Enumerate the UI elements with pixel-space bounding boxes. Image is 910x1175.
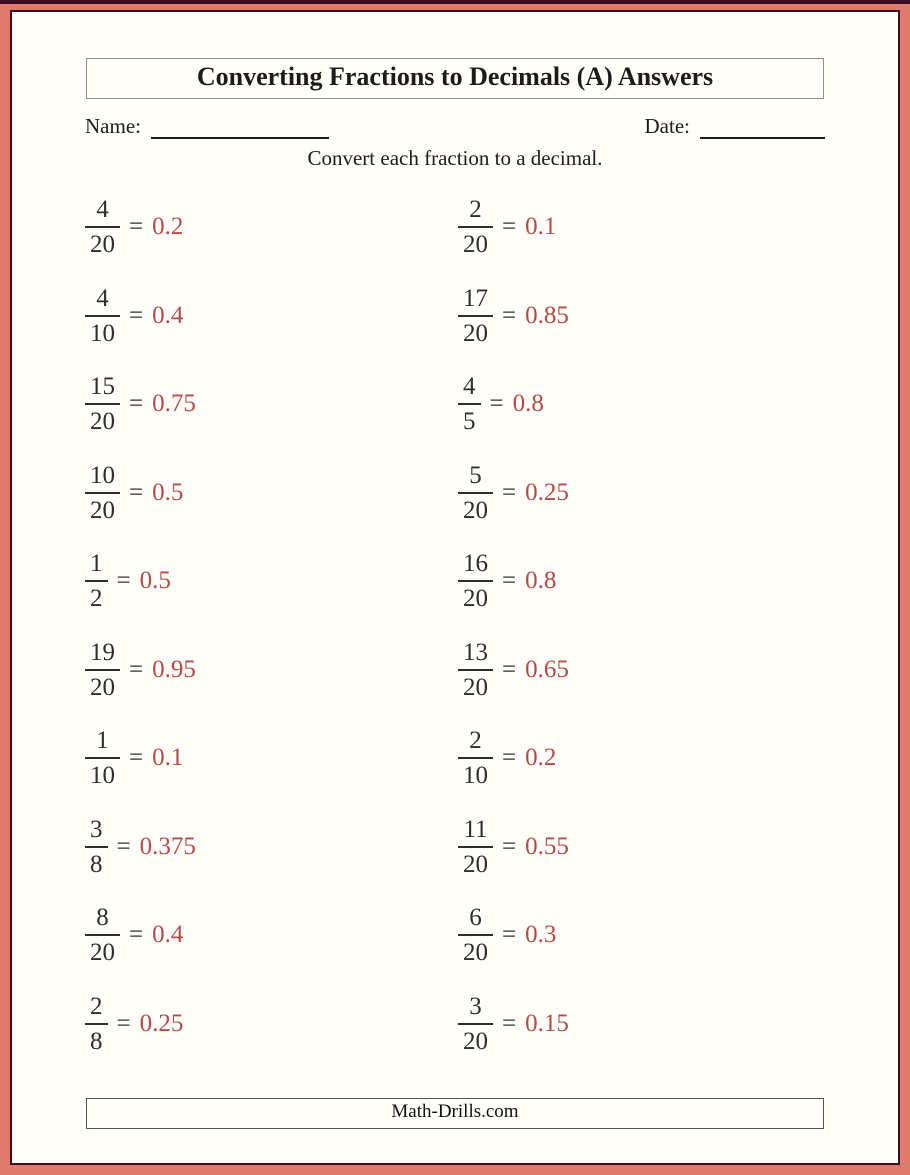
fraction-numerator: 15 [85, 373, 120, 405]
answer-value: 0.15 [525, 1009, 569, 1037]
fraction-denominator: 20 [90, 231, 115, 259]
fraction [85, 285, 120, 347]
fraction [85, 196, 120, 258]
fraction-denominator: 20 [90, 673, 115, 701]
name-label: Name: [85, 114, 141, 138]
equals-sign: = [129, 921, 144, 949]
fraction-denominator: 10 [463, 762, 488, 790]
problem-item [85, 714, 458, 803]
fraction-numerator: 4 [85, 285, 120, 317]
problem-item [458, 980, 898, 1069]
fraction-numerator: 4 [458, 373, 481, 405]
fraction-numerator: 11 [458, 816, 493, 848]
name-blank-line [151, 121, 329, 139]
answer-value: 0.2 [525, 744, 557, 772]
date-label: Date: [644, 114, 690, 138]
answer-value: 0.8 [525, 567, 557, 595]
fraction-numerator: 2 [85, 993, 108, 1025]
answer-value: 0.5 [152, 478, 184, 506]
problem-item [458, 626, 898, 715]
problem-item [458, 537, 898, 626]
outer-top-border [0, 0, 910, 4]
answer-value: 0.55 [525, 832, 569, 860]
problem-item [85, 360, 458, 449]
problem-item [85, 449, 458, 538]
equals-sign: = [489, 390, 504, 418]
problems-grid [85, 183, 898, 1068]
fraction-numerator: 19 [85, 639, 120, 671]
fraction [85, 639, 120, 701]
equals-sign: = [129, 213, 144, 241]
fraction-denominator: 20 [90, 408, 115, 436]
fraction-denominator: 20 [463, 850, 488, 878]
fraction-denominator: 20 [90, 496, 115, 524]
equals-sign: = [502, 301, 517, 329]
problem-item [458, 183, 898, 272]
fraction-numerator: 3 [458, 993, 493, 1025]
fraction [85, 816, 108, 878]
problem-item [458, 803, 898, 892]
fraction-denominator: 5 [463, 408, 476, 436]
date-blank-line [700, 121, 825, 139]
fraction [458, 373, 481, 435]
page-title: Converting Fractions to Decimals (A) Answers [196, 62, 714, 91]
answer-value: 0.95 [152, 655, 196, 683]
equals-sign: = [502, 1009, 517, 1037]
fraction [458, 727, 493, 789]
fraction-numerator: 5 [458, 462, 493, 494]
footer-site-name: Math-Drills.com [391, 1101, 519, 1122]
fraction [458, 550, 493, 612]
fraction-denominator: 8 [90, 1027, 103, 1055]
date-field-group [645, 114, 825, 139]
fraction [85, 550, 108, 612]
problem-item [85, 183, 458, 272]
problem-item [85, 891, 458, 980]
answer-value: 0.1 [525, 213, 557, 241]
equals-sign: = [129, 390, 144, 418]
fraction-numerator: 16 [458, 550, 493, 582]
problem-item [458, 360, 898, 449]
fraction-numerator: 6 [458, 904, 493, 936]
fraction [458, 462, 493, 524]
fraction-denominator: 20 [463, 585, 488, 613]
equals-sign: = [502, 832, 517, 860]
fraction-denominator: 20 [90, 939, 115, 967]
fraction-denominator: 20 [463, 496, 488, 524]
fraction-denominator: 2 [90, 585, 103, 613]
equals-sign: = [502, 655, 517, 683]
answer-value: 0.1 [152, 744, 184, 772]
problem-item [85, 272, 458, 361]
equals-sign: = [502, 921, 517, 949]
problem-item [458, 714, 898, 803]
equals-sign: = [116, 832, 131, 860]
problem-item [85, 626, 458, 715]
problem-item [85, 980, 458, 1069]
answer-value: 0.5 [139, 567, 171, 595]
fraction-denominator: 20 [463, 319, 488, 347]
equals-sign: = [129, 744, 144, 772]
equals-sign: = [129, 655, 144, 683]
answer-value: 0.85 [525, 301, 569, 329]
answer-value: 0.25 [139, 1009, 184, 1037]
equals-sign: = [502, 213, 517, 241]
name-date-row [85, 114, 825, 139]
answer-value: 0.25 [525, 478, 569, 506]
equals-sign: = [116, 567, 131, 595]
equals-sign: = [116, 1009, 131, 1037]
fraction [85, 993, 108, 1055]
equals-sign: = [129, 478, 144, 506]
answer-value: 0.65 [525, 655, 569, 683]
instruction-text: Convert each fraction to a decimal. [307, 146, 603, 170]
equals-sign: = [502, 478, 517, 506]
fraction-numerator: 3 [85, 816, 108, 848]
answer-value: 0.75 [152, 390, 196, 418]
fraction-numerator: 1 [85, 550, 108, 582]
fraction-denominator: 20 [463, 1027, 488, 1055]
problem-item [85, 537, 458, 626]
answer-value: 0.4 [152, 301, 184, 329]
equals-sign: = [502, 744, 517, 772]
problem-item [458, 891, 898, 980]
fraction-denominator: 20 [463, 939, 488, 967]
fraction [85, 462, 120, 524]
fraction [85, 904, 120, 966]
fraction [458, 285, 493, 347]
problem-item [458, 449, 898, 538]
fraction [458, 639, 493, 701]
answer-value: 0.3 [525, 921, 557, 949]
fraction [458, 904, 493, 966]
answer-value: 0.375 [139, 832, 196, 860]
fraction-numerator: 17 [458, 285, 493, 317]
fraction-numerator: 8 [85, 904, 120, 936]
fraction-numerator: 13 [458, 639, 493, 671]
worksheet-page [10, 10, 900, 1165]
name-field-group [85, 114, 329, 139]
fraction [458, 816, 493, 878]
problem-item [85, 803, 458, 892]
fraction-numerator: 10 [85, 462, 120, 494]
fraction-denominator: 10 [90, 319, 115, 347]
problem-item [458, 272, 898, 361]
fraction-denominator: 20 [463, 231, 488, 259]
equals-sign: = [502, 567, 517, 595]
answer-value: 0.2 [152, 213, 184, 241]
fraction [458, 993, 493, 1055]
fraction [85, 727, 120, 789]
fraction-numerator: 4 [85, 196, 120, 228]
equals-sign: = [129, 301, 144, 329]
fraction-denominator: 20 [463, 673, 488, 701]
fraction-numerator: 2 [458, 727, 493, 759]
fraction-numerator: 2 [458, 196, 493, 228]
answer-value: 0.4 [152, 921, 184, 949]
fraction-denominator: 10 [90, 762, 115, 790]
footer-box [86, 1098, 824, 1129]
fraction-denominator: 8 [90, 850, 103, 878]
fraction [458, 196, 493, 258]
worksheet-title-box [86, 58, 824, 99]
fraction-numerator: 1 [85, 727, 120, 759]
answer-value: 0.8 [512, 390, 544, 418]
fraction [85, 373, 120, 435]
